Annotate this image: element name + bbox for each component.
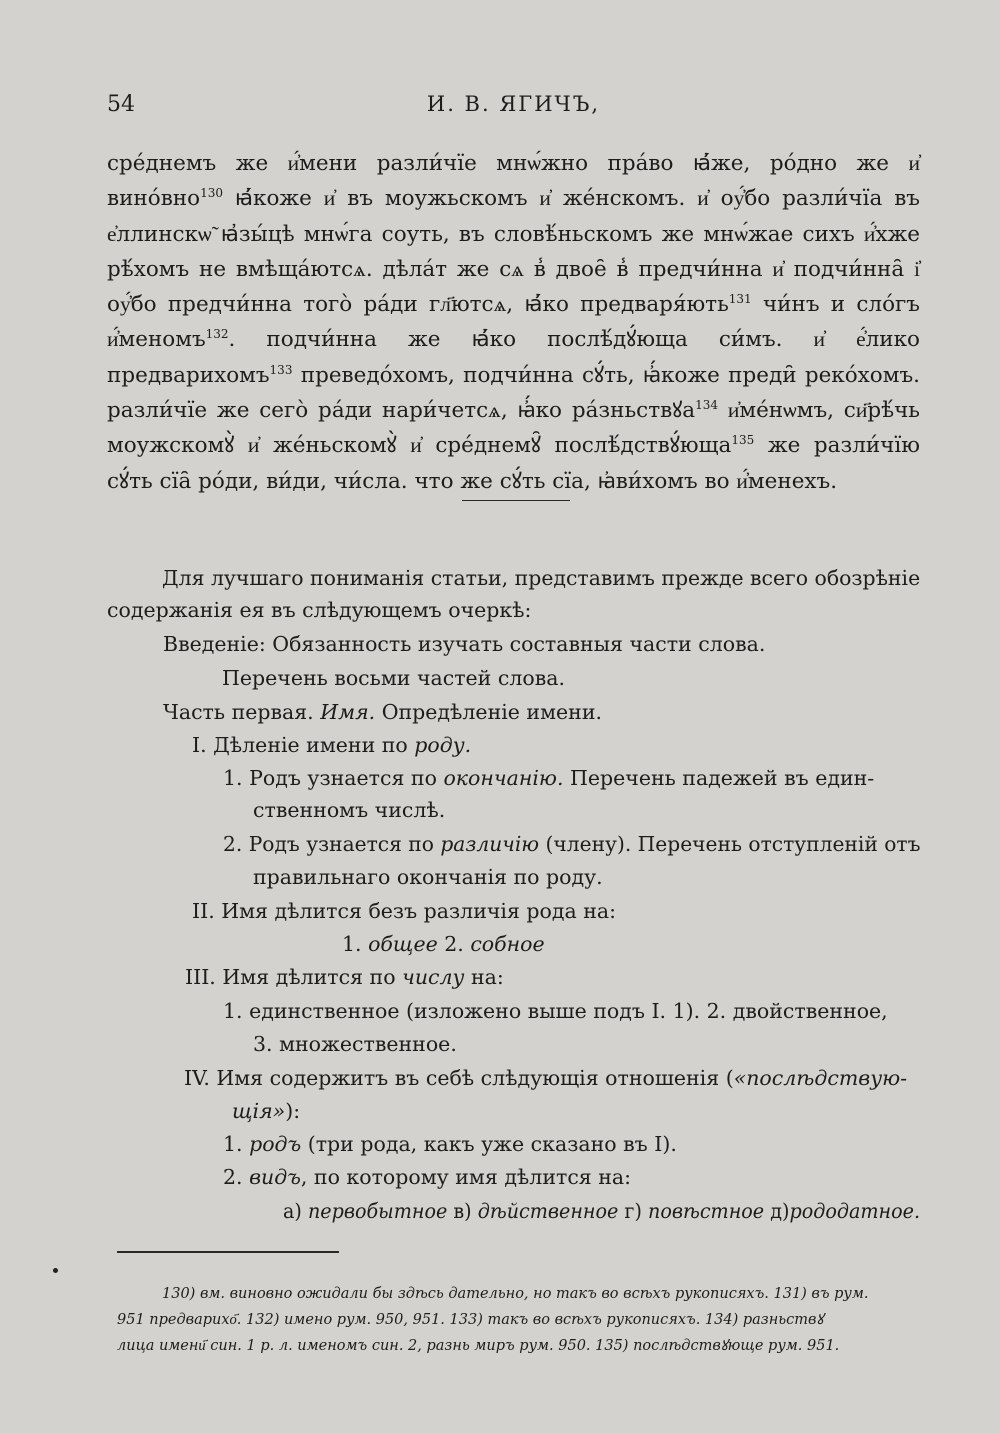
outline-line <box>223 1161 631 1194</box>
outline-line <box>184 1062 907 1095</box>
text-run: Перечень восьми частей слова. <box>222 666 565 690</box>
outline-line <box>107 594 531 627</box>
outline-line <box>253 794 445 827</box>
text-run: , по которому имя дѣлится на: <box>300 1165 632 1189</box>
italic-run: общее <box>368 932 438 956</box>
text-run: и҆ме́нѡмъ, си҃рѣ́чь моужскомꙋ̀ и҆ же́ньскомꙋ̀ и҆ сре́днемꙋ̑ послѣ́дствꙋ́юща <box>107 398 921 459</box>
outline-line <box>162 562 920 595</box>
text-run: чи́нъ и сло́гъ и҆́меномъ <box>107 292 920 353</box>
footnote-ref-133: 133 <box>269 362 293 377</box>
outline-line <box>253 1028 457 1061</box>
text-run: содержанія ея въ слѣдующемъ очеркѣ: <box>107 598 532 622</box>
outline-line <box>192 729 471 762</box>
text-run: 1. Родъ узнается по <box>223 766 444 790</box>
outline-line <box>192 895 616 928</box>
footnote-ref-134: 134 <box>695 397 719 412</box>
outline-line <box>253 861 603 894</box>
italic-run: роду. <box>414 733 472 757</box>
text-run: г) <box>618 1199 649 1223</box>
text-run: Часть первая. <box>163 700 321 724</box>
text-run: IV. Имя содержитъ въ себѣ слѣдующія отношенія ( <box>184 1066 734 1090</box>
footnote-ref-135: 135 <box>731 433 755 448</box>
text-run: (члену). Перечень отступленій отъ <box>539 832 921 856</box>
footnote-line: 130) вм. виновно ожидали бы здѣсь дательно, но такъ во всѣхъ рукописяхъ. 131) въ рум. <box>162 1286 869 1302</box>
outline-line <box>222 662 565 695</box>
text-run: III. Имя дѣлится по <box>185 965 403 989</box>
outline-line <box>223 762 874 795</box>
outline-line <box>163 628 765 661</box>
italic-run: родъ <box>249 1132 302 1156</box>
text-run: преведо́хомъ, подчи́нна сꙋ́ть, ꙗ҆́коже преди̑ реко́хомъ. разли́чїе же сего̀ ра́ди нари́четсѧ, ꙗ҆́ко ра́зньствꙋа <box>107 362 920 424</box>
text-run: правильнаго окончанія по роду. <box>253 865 603 889</box>
outline-line <box>223 1128 677 1161</box>
text-run: (три рода, какъ уже сказано въ I). <box>301 1132 677 1156</box>
italic-run: рододатное. <box>789 1199 921 1223</box>
outline-line <box>223 995 888 1028</box>
text-run: ꙗ҆́коже и҆ въ моужьскомъ и҆ же́нскомъ. и҆ оу҆́бо разли́чїа въ е҆ллинскѡ̃ ꙗ҆зы́цѣ мнѡ́га соуть, въ словѣ́ньскомъ же мнѡ́жае сихъ и҆́хже рѣ́хомъ не вмѣща́ютсѧ. дѣла́т же сѧ в̾ двое̑ в̾ предчи́нна и҆ подчи́нна̑ і҆ оу҆́бо предчи́нна того̀ ра́ди гл҃ютсѧ, ꙗ҆́ко предваря́ють <box>107 186 920 318</box>
footnote-line: лица имени҃ син. 1 р. л. именомъ син. 2, разнь миръ рум. 950. 135) послѣдствꙋюще рум. 951. <box>117 1338 840 1354</box>
footnote-line: 951 предварихо҃. 132) имено рум. 950, 951. 133) такъ во всѣхъ рукописяхъ. 134) разньствꙋ <box>117 1312 824 1328</box>
outline-line <box>342 928 545 961</box>
italic-run: Имя. <box>320 700 376 724</box>
running-title: И. В. ЯГИЧЪ, <box>426 92 601 116</box>
italic-run: окончанію. <box>443 766 564 790</box>
italic-run: дѣйственное <box>477 1199 619 1223</box>
italic-run: повѣстное <box>648 1199 765 1223</box>
text-run: сре́днемъ же и҆́мени разли́чїе мнѡ́жно пра́во ꙗ҆́же, ро́дно же и҆ вино́вно <box>107 151 920 212</box>
text-run: же разли́чїю сꙋ́ть сїа̑ ро́ди, ви́ди, чи́сла. что же сꙋ́ть сїа, ꙗ҆ви́хомъ во и҆́менехъ. <box>107 433 920 494</box>
footnote-ref-130: 130 <box>200 186 223 201</box>
text-run: ): <box>285 1099 301 1123</box>
text-run: Перечень падежей въ един- <box>563 766 875 790</box>
italic-run: видъ <box>249 1165 301 1189</box>
text-run: 1. <box>342 932 369 956</box>
text-run: ственномъ числѣ. <box>253 798 446 822</box>
text-run: Опредѣленіе имени. <box>375 700 603 724</box>
text-run: 2. Родъ узнается по <box>223 832 441 856</box>
text-run: д) <box>764 1199 790 1223</box>
text-run: I. Дѣленіе имени по <box>192 733 415 757</box>
text-run: 2. <box>223 1165 250 1189</box>
text-run: . подчи́нна же ꙗ҆́ко послѣ́дꙋ́юща си́мъ. и҆ е҆́лико предварихомъ <box>107 327 920 388</box>
text-run: Введеніе: Обязанность изучать составныя части слова. <box>163 632 766 656</box>
paragraph-body <box>107 146 920 499</box>
text-run: 1. единственное (изложено выше подъ I. 1). 2. двойственное, <box>223 999 888 1023</box>
outline-line <box>232 1095 300 1128</box>
italic-run: первобытное <box>307 1199 448 1223</box>
footnote-ref-131: 131 <box>728 292 752 307</box>
text-run: а) <box>283 1199 308 1223</box>
italic-run: различію <box>440 832 540 856</box>
section-divider <box>462 500 570 501</box>
page-number: 54 <box>107 92 135 117</box>
text-run: II. Имя дѣлится безъ различія рода на: <box>192 899 617 923</box>
outline-line <box>283 1195 920 1228</box>
italic-run: «послѣдствую- <box>733 1066 908 1090</box>
text-run: 2. <box>437 932 471 956</box>
text-run: на: <box>464 965 504 989</box>
page-header <box>107 92 920 126</box>
text-run: 3. множественное. <box>253 1032 457 1056</box>
footnote-rule <box>117 1251 339 1253</box>
text-run: в) <box>447 1199 478 1223</box>
church-slavonic-paragraph <box>107 146 920 499</box>
outline-line <box>223 828 920 861</box>
italic-run: собное <box>470 932 545 956</box>
footnote-ref-132: 132 <box>205 327 229 342</box>
text-run: 1. <box>223 1132 250 1156</box>
ink-dot <box>53 1268 58 1273</box>
outline-line <box>163 696 602 729</box>
italic-run: щія» <box>232 1099 286 1123</box>
outline-line <box>185 961 504 994</box>
text-run: Для лучшаго пониманія статьи, представимъ прежде всего обозрѣніе <box>162 566 921 590</box>
italic-run: числу <box>402 965 465 989</box>
